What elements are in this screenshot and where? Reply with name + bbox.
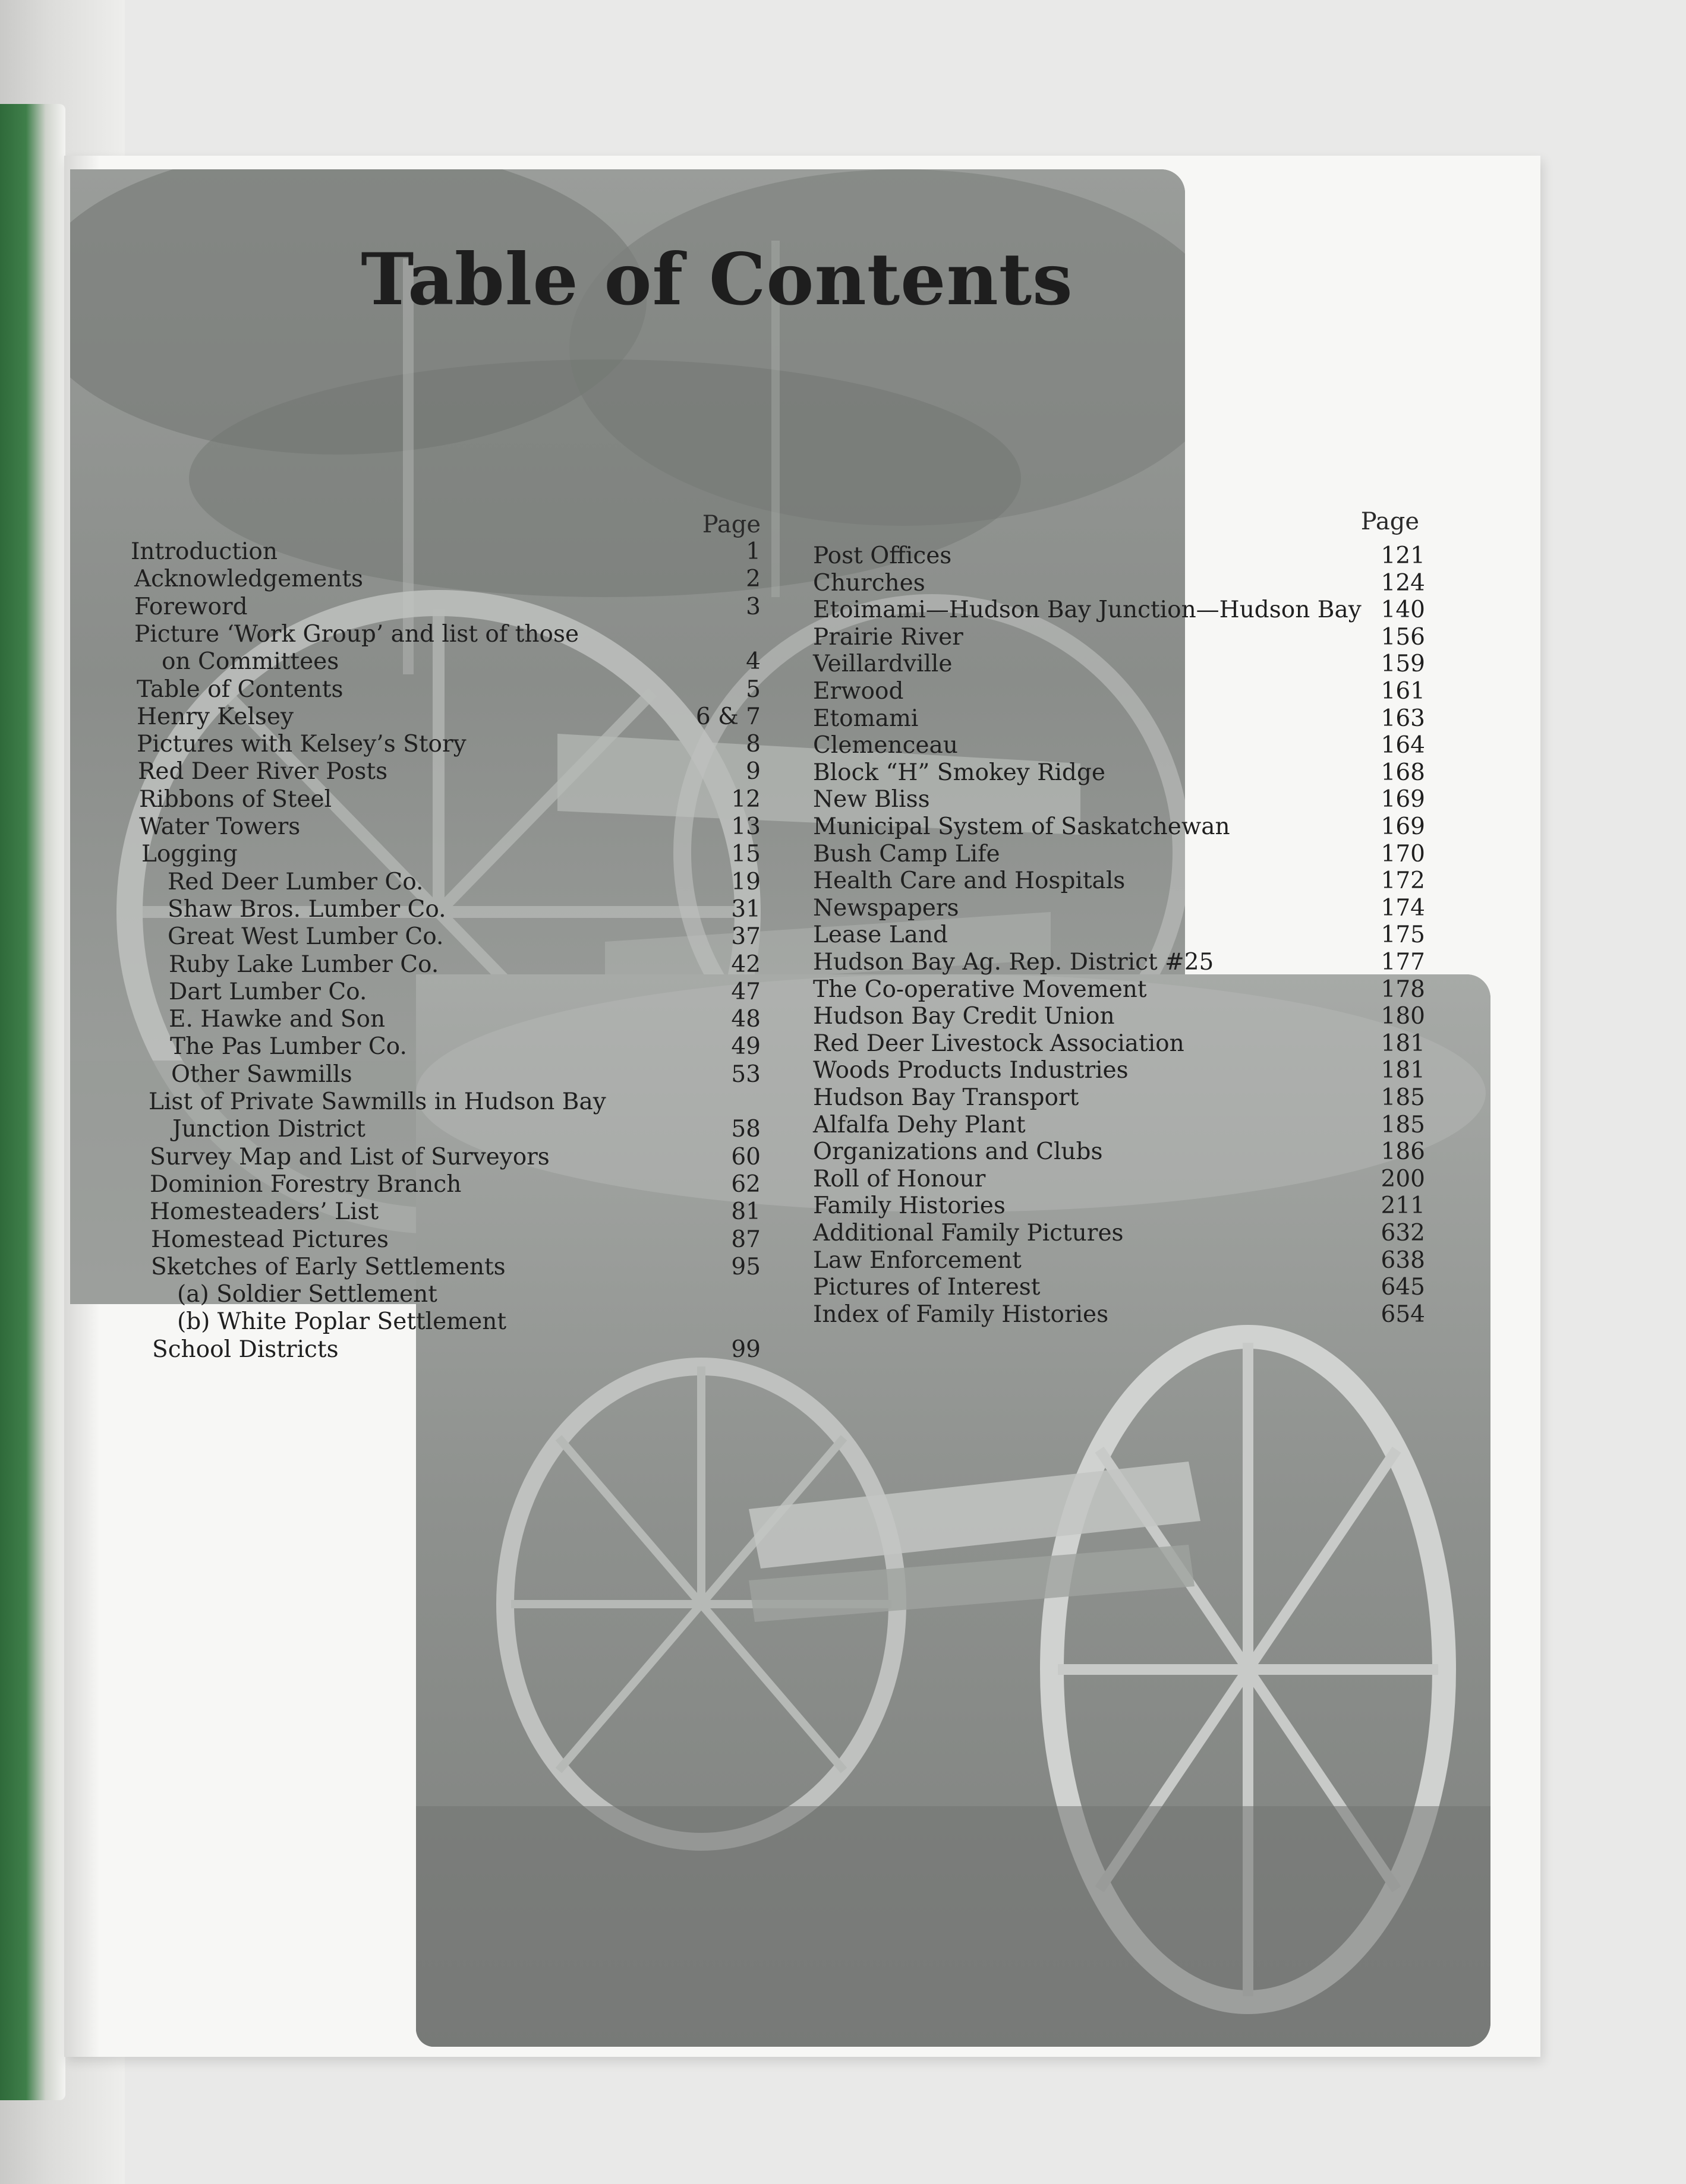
toc-entry-title: Ruby Lake Lumber Co. xyxy=(169,951,439,978)
toc-entry-page-number: 60 xyxy=(731,1143,761,1170)
toc-entry-title: List of Private Sawmills in Hudson Bay xyxy=(149,1088,606,1115)
toc-entry-page-number: 42 xyxy=(731,951,761,978)
toc-entry-title: Other Sawmills xyxy=(171,1061,352,1088)
toc-entry-page-number: 181 xyxy=(1381,1057,1425,1084)
toc-entry-title: Junction District xyxy=(172,1116,365,1143)
toc-entry-title: (a) Soldier Settlement xyxy=(177,1281,437,1308)
toc-entry xyxy=(131,538,761,566)
toc-entry-title: Introduction xyxy=(131,538,278,565)
toc-entry-page-number: 47 xyxy=(731,978,761,1005)
green-cover-edge xyxy=(0,104,65,2100)
toc-entry-title: Etoimami—Hudson Bay Junction—Hudson Bay xyxy=(813,597,1362,624)
toc-entry-page-number: 4 xyxy=(746,648,761,676)
toc-entry xyxy=(813,597,1425,624)
toc-entry xyxy=(813,1030,1425,1058)
toc-entry-title: Homestead Pictures xyxy=(151,1226,389,1253)
toc-entry-page-number: 186 xyxy=(1381,1138,1425,1166)
toc-entry xyxy=(813,1301,1425,1328)
toc-entry-page-number: 37 xyxy=(731,923,761,951)
toc-entry xyxy=(131,566,761,593)
toc-entry xyxy=(131,594,761,621)
toc-entry xyxy=(131,621,761,648)
toc-entry-title: Picture ‘Work Group’ and list of those xyxy=(134,620,579,648)
toc-entry-title: Hudson Bay Ag. Rep. District #25 xyxy=(813,949,1214,976)
toc-entry xyxy=(813,867,1425,895)
toc-entry xyxy=(131,951,761,979)
toc-entry-title: Sketches of Early Settlements xyxy=(151,1253,506,1280)
toc-entry-title: Churches xyxy=(813,569,925,597)
toc-entry-title: The Pas Lumber Co. xyxy=(170,1033,407,1061)
toc-entry-title: Great West Lumber Co. xyxy=(168,923,444,951)
toc-entry-title: Roll of Honour xyxy=(813,1165,986,1192)
toc-entry xyxy=(131,1033,761,1061)
toc-entry-title: Hudson Bay Credit Union xyxy=(813,1003,1115,1030)
toc-entry xyxy=(131,813,761,841)
toc-entry-title: Hudson Bay Transport xyxy=(813,1084,1079,1111)
toc-entry-page-number: 161 xyxy=(1381,678,1425,705)
toc-entry-title: Post Offices xyxy=(813,542,952,569)
toc-entry-page-number: 62 xyxy=(731,1170,761,1198)
toc-entry-page-number: 48 xyxy=(731,1006,761,1033)
toc-entry-title: Law Enforcement xyxy=(813,1246,1022,1274)
toc-entry-title: Block “H” Smokey Ridge xyxy=(813,759,1105,786)
toc-entry-page-number: 19 xyxy=(731,868,761,895)
toc-entry-page-number: 124 xyxy=(1381,569,1425,597)
toc-entry xyxy=(813,732,1425,759)
toc-entry xyxy=(813,895,1425,922)
toc-entry-title: Family Histories xyxy=(813,1192,1006,1220)
toc-entry-title: School Districts xyxy=(152,1336,339,1363)
toc-entry-page-number: 6 & 7 xyxy=(695,703,761,730)
toc-entry-page-number: 87 xyxy=(731,1226,761,1253)
toc-entry-page-number: 632 xyxy=(1381,1220,1425,1246)
toc-entry-title: Veillardville xyxy=(813,651,953,678)
toc-entry-title: Henry Kelsey xyxy=(137,703,294,730)
toc-entry-page-number: 159 xyxy=(1381,651,1425,678)
toc-entry-page-number: 58 xyxy=(731,1116,761,1143)
toc-entry-title: Homesteaders’ List xyxy=(150,1198,379,1226)
toc-entry-page-number: 172 xyxy=(1381,867,1425,895)
toc-entry xyxy=(813,841,1425,868)
toc-entry-page-number: 163 xyxy=(1381,705,1425,732)
toc-entry xyxy=(813,1192,1425,1220)
toc-entry-title: Red Deer Livestock Association xyxy=(813,1030,1184,1057)
toc-entry xyxy=(131,703,761,731)
toc-entry-title: Dominion Forestry Branch xyxy=(150,1170,462,1198)
toc-entry-page-number: 121 xyxy=(1381,542,1425,569)
toc-entry-page-number: 654 xyxy=(1381,1301,1425,1328)
toc-entry xyxy=(131,648,761,676)
toc-entry-title: Red Deer Lumber Co. xyxy=(168,868,424,895)
toc-entry-title: Logging xyxy=(141,841,238,868)
toc-entry-page-number: 638 xyxy=(1381,1246,1425,1274)
toc-entry xyxy=(813,624,1425,651)
toc-entry-title: Ribbons of Steel xyxy=(139,785,332,813)
toc-entry-title: Pictures with Kelsey’s Story xyxy=(137,731,467,758)
toc-entry-page-number: 2 xyxy=(746,566,761,593)
page-column-header: Page xyxy=(1360,508,1419,535)
toc-entry-page-number: 99 xyxy=(731,1336,761,1363)
toc-entry-title: Dart Lumber Co. xyxy=(169,978,367,1005)
toc-entry-page-number: 177 xyxy=(1381,949,1425,976)
toc-entry-page-number: 31 xyxy=(731,895,761,923)
toc-entry-title: Water Towers xyxy=(139,813,301,840)
toc-entry xyxy=(813,1138,1425,1166)
toc-entry xyxy=(813,1112,1425,1139)
toc-entry-page-number: 645 xyxy=(1381,1274,1425,1301)
toc-entry-title: Lease Land xyxy=(813,921,948,949)
toc-entry-title: (b) White Poplar Settlement xyxy=(177,1308,507,1336)
toc-entry xyxy=(131,1281,761,1308)
toc-entry-title: Additional Family Pictures xyxy=(813,1220,1124,1246)
toc-entry-page-number: 49 xyxy=(731,1033,761,1061)
toc-entry-title: New Bliss xyxy=(813,786,930,813)
toc-entry-title: Clemenceau xyxy=(813,732,958,759)
toc-entry-page-number: 185 xyxy=(1381,1111,1425,1138)
toc-entry xyxy=(131,1061,761,1088)
toc-entry-title: Foreword xyxy=(134,593,248,620)
toc-entry xyxy=(131,1088,761,1116)
toc-entry xyxy=(813,705,1425,733)
toc-entry-title: Health Care and Hospitals xyxy=(813,867,1126,895)
toc-entry-title: Erwood xyxy=(813,678,904,705)
toc-entry-page-number: 3 xyxy=(746,593,761,620)
toc-entry-title: on Committees xyxy=(162,648,339,676)
toc-entry xyxy=(131,758,761,785)
toc-entry xyxy=(131,1006,761,1033)
toc-entry-page-number: 174 xyxy=(1381,894,1425,921)
toc-entry xyxy=(131,1116,761,1143)
toc-entry-page-number: 5 xyxy=(746,676,761,703)
toc-entry-page-number: 13 xyxy=(731,813,761,840)
toc-entry-page-number: 200 xyxy=(1381,1165,1425,1192)
toc-entry-page-number: 168 xyxy=(1381,759,1425,786)
toc-entry-title: The Co-operative Movement xyxy=(813,976,1147,1003)
toc-entry-page-number: 95 xyxy=(731,1253,761,1280)
toc-entry-page-number: 178 xyxy=(1381,976,1425,1003)
toc-entry-page-number: 211 xyxy=(1381,1192,1425,1220)
toc-entry xyxy=(131,786,761,813)
toc-entry-page-number: 180 xyxy=(1381,1003,1425,1030)
toc-entry-title: Table of Contents xyxy=(137,676,343,703)
toc-entry xyxy=(131,1198,761,1226)
toc-entry xyxy=(813,759,1425,787)
toc-entry-title: Etomami xyxy=(813,705,919,732)
page-title: Table of Contents xyxy=(361,238,1073,321)
toc-entry xyxy=(813,678,1425,705)
toc-entry xyxy=(131,1171,761,1198)
toc-entry-page-number: 181 xyxy=(1381,1030,1425,1057)
toc-entry-title: E. Hawke and Son xyxy=(169,1006,386,1033)
toc-entry-page-number: 164 xyxy=(1381,732,1425,759)
toc-entry xyxy=(131,979,761,1006)
toc-entry xyxy=(131,1144,761,1171)
toc-entry-page-number: 169 xyxy=(1381,786,1425,813)
toc-entry-title: Municipal System of Saskatchewan xyxy=(813,813,1230,840)
toc-entry-page-number: 175 xyxy=(1381,921,1425,949)
toc-entry-title: Organizations and Clubs xyxy=(813,1138,1103,1166)
toc-entry-page-number: 169 xyxy=(1381,813,1425,840)
toc-entry xyxy=(813,542,1425,570)
toc-entry xyxy=(813,921,1425,949)
toc-entry-page-number: 170 xyxy=(1381,840,1425,867)
toc-entry xyxy=(131,896,761,923)
toc-entry-title: Survey Map and List of Surveyors xyxy=(150,1143,550,1170)
toc-entry xyxy=(131,923,761,951)
toc-entry-page-number: 8 xyxy=(746,731,761,758)
toc-entry xyxy=(813,1057,1425,1084)
toc-entry-page-number: 185 xyxy=(1381,1084,1425,1111)
toc-entry-page-number: 12 xyxy=(731,785,761,813)
toc-entry xyxy=(813,570,1425,597)
toc-entry xyxy=(813,786,1425,813)
toc-entry-page-number: 81 xyxy=(731,1198,761,1226)
toc-entry-page-number: 1 xyxy=(746,538,761,565)
toc-entry xyxy=(813,1274,1425,1301)
toc-entry xyxy=(131,1226,761,1254)
toc-entry-title: Prairie River xyxy=(813,623,963,651)
toc-entry xyxy=(813,949,1425,976)
toc-entry-title: Pictures of Interest xyxy=(813,1274,1041,1301)
toc-entry xyxy=(813,813,1425,841)
toc-entry xyxy=(131,731,761,758)
toc-entry xyxy=(131,869,761,896)
toc-entry-title: Newspapers xyxy=(813,894,959,921)
toc-entry xyxy=(813,651,1425,678)
toc-entry xyxy=(131,841,761,868)
toc-entry-page-number: 9 xyxy=(746,758,761,785)
toc-entry xyxy=(813,1084,1425,1112)
toc-entry-page-number: 15 xyxy=(731,841,761,868)
toc-entry xyxy=(813,1003,1425,1030)
toc-entry xyxy=(813,1166,1425,1193)
toc-entry-title: Bush Camp Life xyxy=(813,840,1000,867)
toc-entry xyxy=(813,976,1425,1003)
toc-entry-title: Acknowledgements xyxy=(134,566,364,593)
toc-entry-title: Shaw Bros. Lumber Co. xyxy=(168,895,446,923)
toc-entry-title: Index of Family Histories xyxy=(813,1301,1109,1328)
toc-entry-title: Red Deer River Posts xyxy=(138,758,388,785)
toc-entry xyxy=(813,1220,1425,1247)
page-column-header: Page xyxy=(702,511,761,538)
toc-entry xyxy=(131,1336,761,1364)
toc-entry-title: Woods Products Industries xyxy=(813,1057,1129,1084)
toc-entry-page-number: 140 xyxy=(1381,597,1425,624)
toc-entry xyxy=(131,1254,761,1281)
toc-entry xyxy=(131,1308,761,1336)
toc-entry xyxy=(813,1247,1425,1274)
toc-entry-page-number: 156 xyxy=(1381,623,1425,651)
toc-entry xyxy=(131,676,761,703)
toc-entry-title: Alfalfa Dehy Plant xyxy=(813,1111,1026,1138)
toc-entry-page-number: 53 xyxy=(731,1061,761,1088)
